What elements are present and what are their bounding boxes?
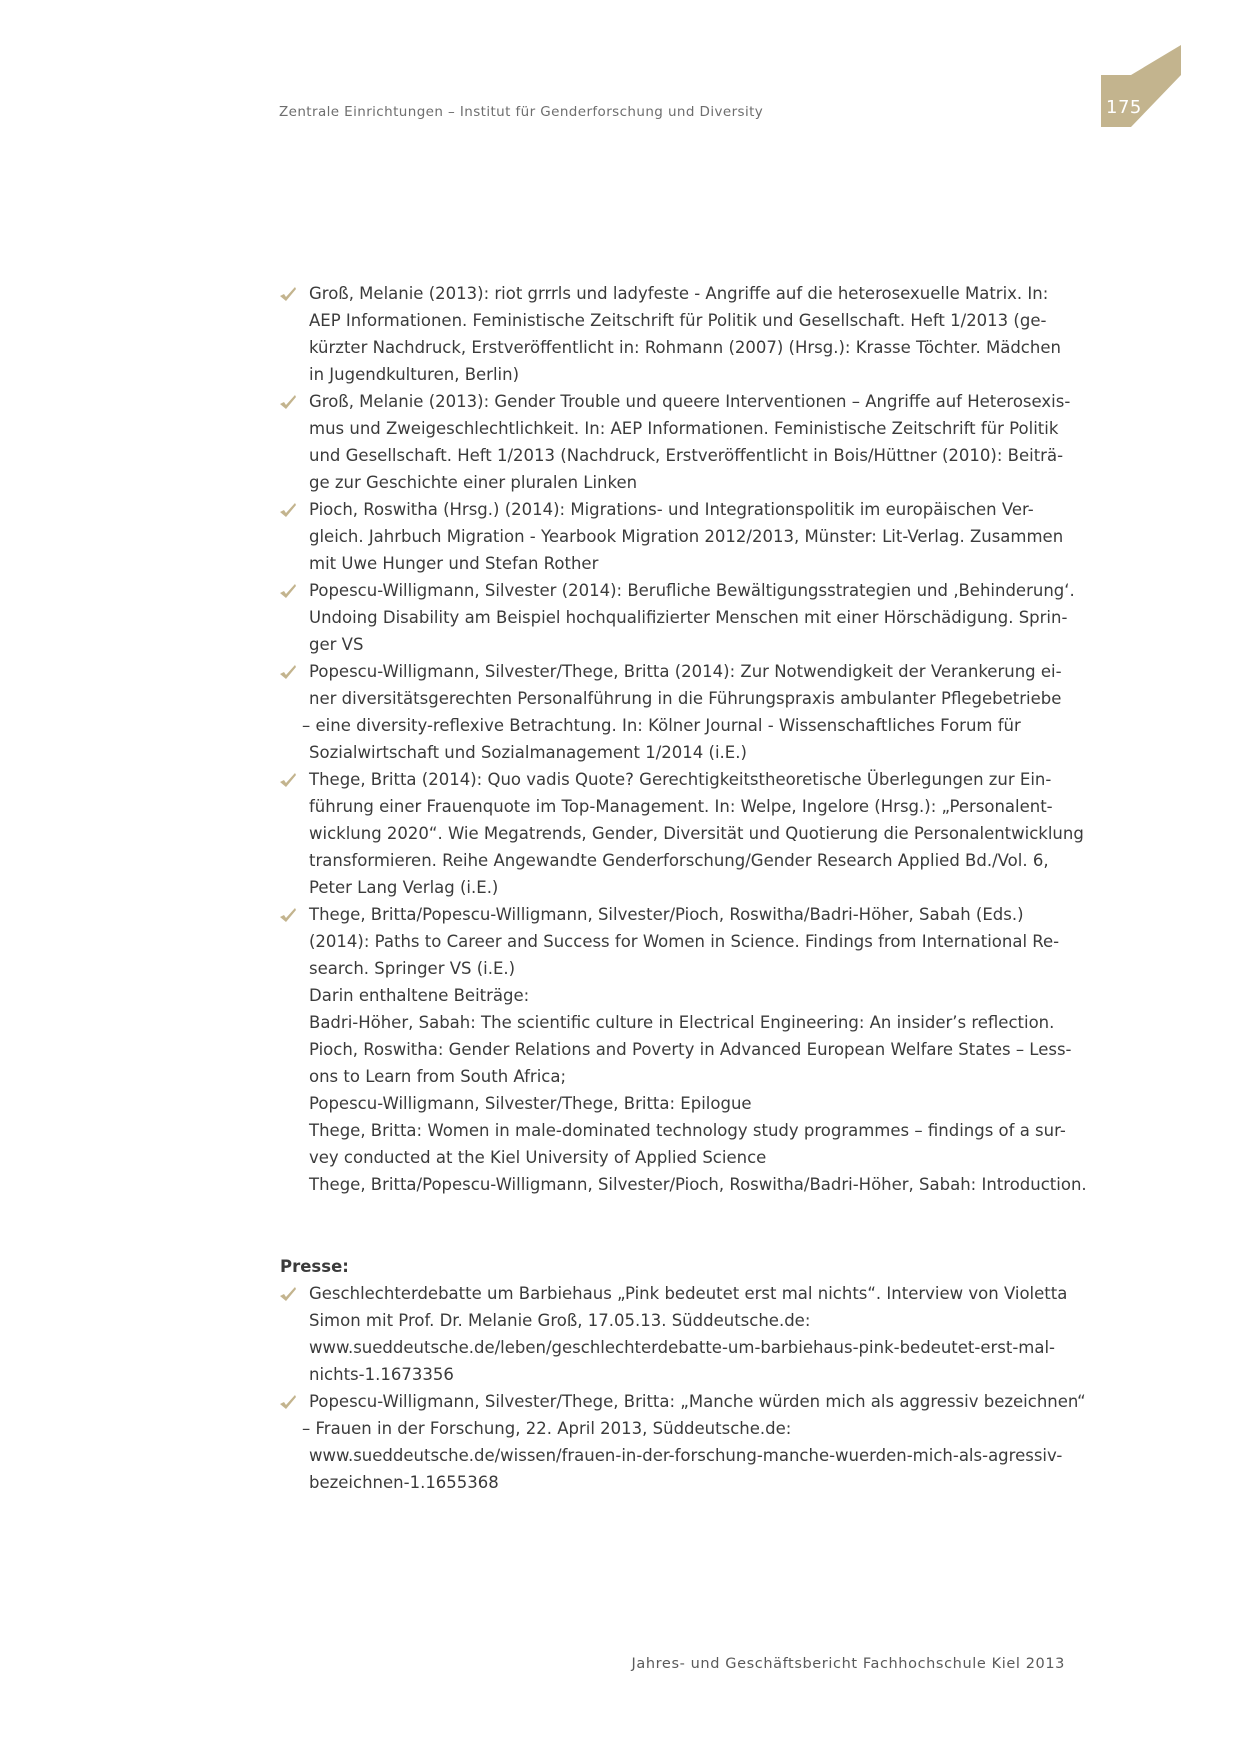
publication-item xyxy=(280,901,1087,1198)
entry-line: Sozialwirtschaft und Sozialmanagement 1/2014 (i.E.) xyxy=(309,743,747,762)
entry-line: gleich. Jahrbuch Migration - Yearbook Migration 2012/2013, Münster: Lit-Verlag. Zusammen xyxy=(309,527,1064,546)
entry-line: Pioch, Roswitha: Gender Relations and Poverty in Advanced European Welfare States – Less- xyxy=(309,1040,1072,1059)
entry-line: Badri-Höher, Sabah: The scientific culture in Electrical Engineering: An insider’s reflection. xyxy=(309,1013,1055,1032)
press-link[interactable]: nichts-1.1673356 xyxy=(309,1365,454,1384)
publication-list xyxy=(280,280,1087,1198)
entry-line: (2014): Paths to Career and Success for Women in Science. Findings from International Re- xyxy=(309,932,1060,951)
check-bullet-icon xyxy=(280,1394,296,1409)
entry-line: vey conducted at the Kiel University of Applied Science xyxy=(309,1148,767,1167)
check-bullet-icon xyxy=(280,1286,296,1301)
press-item xyxy=(280,1280,1070,1388)
publication-item xyxy=(280,577,1075,658)
entry-line: ger VS xyxy=(309,635,364,654)
press-list xyxy=(280,1280,1086,1496)
entry-line: Popescu-Willigmann, Silvester (2014): Berufliche Bewältigungsstrategien und ‚Behinderung‘. xyxy=(309,581,1075,600)
entry-line: Groß, Melanie (2013): riot grrrls und ladyfeste - Angriffe auf die heterosexuelle Matrix. In: xyxy=(309,284,1049,303)
main-content xyxy=(280,280,1087,1496)
check-bullet-icon xyxy=(280,772,296,787)
entry-line: Darin enthaltene Beiträge: xyxy=(309,986,530,1005)
publication-item xyxy=(280,766,1084,901)
entry-line: ge zur Geschichte einer pluralen Linken xyxy=(309,473,638,492)
entry-line: Popescu-Willigmann, Silvester/Thege, Britta: Epilogue xyxy=(309,1094,752,1113)
check-bullet-icon xyxy=(280,286,296,301)
publication-item xyxy=(280,280,1070,388)
entry-line: – eine diversity-reflexive Betrachtung. In: Kölner Journal - Wissenschaftliches Forum für xyxy=(302,716,1021,735)
press-link[interactable]: www.sueddeutsche.de/wissen/frauen-in-der-forschung-manche-wuerden-mich-als-agressiv- xyxy=(309,1446,1063,1465)
entry-line: Geschlechterdebatte um Barbiehaus „Pink bedeutet erst mal nichts“. Interview von Violetta xyxy=(309,1284,1068,1303)
check-bullet-icon xyxy=(280,583,296,598)
entry-line: Thege, Britta: Women in male-dominated technology study programmes – findings of a sur- xyxy=(309,1121,1066,1140)
check-bullet-icon xyxy=(280,502,296,517)
entry-line: in Jugendkulturen, Berlin) xyxy=(309,365,520,384)
entry-line: ner diversitätsgerechten Personalführung in die Führungspraxis ambulanter Pflegebetriebe xyxy=(309,689,1062,708)
publication-item xyxy=(280,496,1070,577)
entry-line: Pioch, Roswitha (Hrsg.) (2014): Migrations- und Integrationspolitik im europäischen Ver- xyxy=(309,500,1034,519)
entry-line: – Frauen in der Forschung, 22. April 2013, Süddeutsche.de: xyxy=(302,1419,792,1438)
entry-line: Thege, Britta (2014): Quo vadis Quote? Gerechtigkeitstheoretische Überlegungen zur Ein- xyxy=(309,770,1052,789)
press-item xyxy=(280,1388,1086,1496)
running-header: Zentrale Einrichtungen – Institut für Genderforschung und Diversity xyxy=(279,104,764,120)
entry-line: Popescu-Willigmann, Silvester/Thege, Britta (2014): Zur Notwendigkeit der Verankerung ei- xyxy=(309,662,1062,681)
entry-line: ons to Learn from South Africa; xyxy=(309,1067,567,1086)
entry-line: Undoing Disability am Beispiel hochqualifizierter Menschen mit einer Hörschädigung. Sprin- xyxy=(309,608,1068,627)
entry-line: transformieren. Reihe Angewandte Genderforschung/Gender Research Applied Bd./Vol. 6, xyxy=(309,851,1049,870)
entry-line: Simon mit Prof. Dr. Melanie Groß, 17.05.13. Süddeutsche.de: xyxy=(309,1311,811,1330)
entry-line: search. Springer VS (i.E.) xyxy=(309,959,516,978)
entry-line: Thege, Britta/Popescu-Willigmann, Silvester/Pioch, Roswitha/Badri-Höher, Sabah: Introduction. xyxy=(309,1175,1087,1194)
footer-text: Jahres- und Geschäftsbericht Fachhochschule Kiel 2013 xyxy=(631,1656,1065,1672)
publication-item xyxy=(280,388,1070,496)
page-number: 175 xyxy=(1106,97,1142,118)
check-bullet-icon xyxy=(280,907,296,922)
entry-line: Groß, Melanie (2013): Gender Trouble und queere Interventionen – Angriffe auf Heterosexis- xyxy=(309,392,1071,411)
entry-line: mit Uwe Hunger und Stefan Rother xyxy=(309,554,599,573)
press-link[interactable]: www.sueddeutsche.de/leben/geschlechterdebatte-um-barbiehaus-pink-bedeutet-erst-mal- xyxy=(309,1338,1056,1357)
entry-line: führung einer Frauenquote im Top-Management. In: Welpe, Ingelore (Hrsg.): „Personalent- xyxy=(309,797,1053,816)
publication-item xyxy=(280,658,1070,766)
check-bullet-icon xyxy=(280,664,296,679)
check-bullet-icon xyxy=(280,394,296,409)
entry-line: und Gesellschaft. Heft 1/2013 (Nachdruck, Erstveröffentlicht in Bois/Hüttner (2010): Beiträ- xyxy=(309,446,1064,465)
entry-line: mus und Zweigeschlechtlichkeit. In: AEP Informationen. Feministische Zeitschrift für Politik xyxy=(309,419,1059,438)
press-link[interactable]: bezeichnen-1.1655368 xyxy=(309,1473,499,1492)
entry-line: Peter Lang Verlag (i.E.) xyxy=(309,878,499,897)
entry-line: kürzter Nachdruck, Erstveröffentlicht in: Rohmann (2007) (Hrsg.): Krasse Töchter. Mädchen xyxy=(309,338,1061,357)
press-heading: Presse: xyxy=(280,1257,349,1276)
entry-line: AEP Informationen. Feministische Zeitschrift für Politik und Gesellschaft. Heft 1/2013 (ge- xyxy=(309,311,1047,330)
entry-line: Thege, Britta/Popescu-Willigmann, Silvester/Pioch, Roswitha/Badri-Höher, Sabah (Eds.) xyxy=(309,905,1024,924)
entry-line: wicklung 2020“. Wie Megatrends, Gender, Diversität und Quotierung die Personalentwicklung xyxy=(309,824,1084,843)
entry-line: Popescu-Willigmann, Silvester/Thege, Britta: „Manche würden mich als aggressiv bezeichnen“ xyxy=(309,1392,1086,1411)
